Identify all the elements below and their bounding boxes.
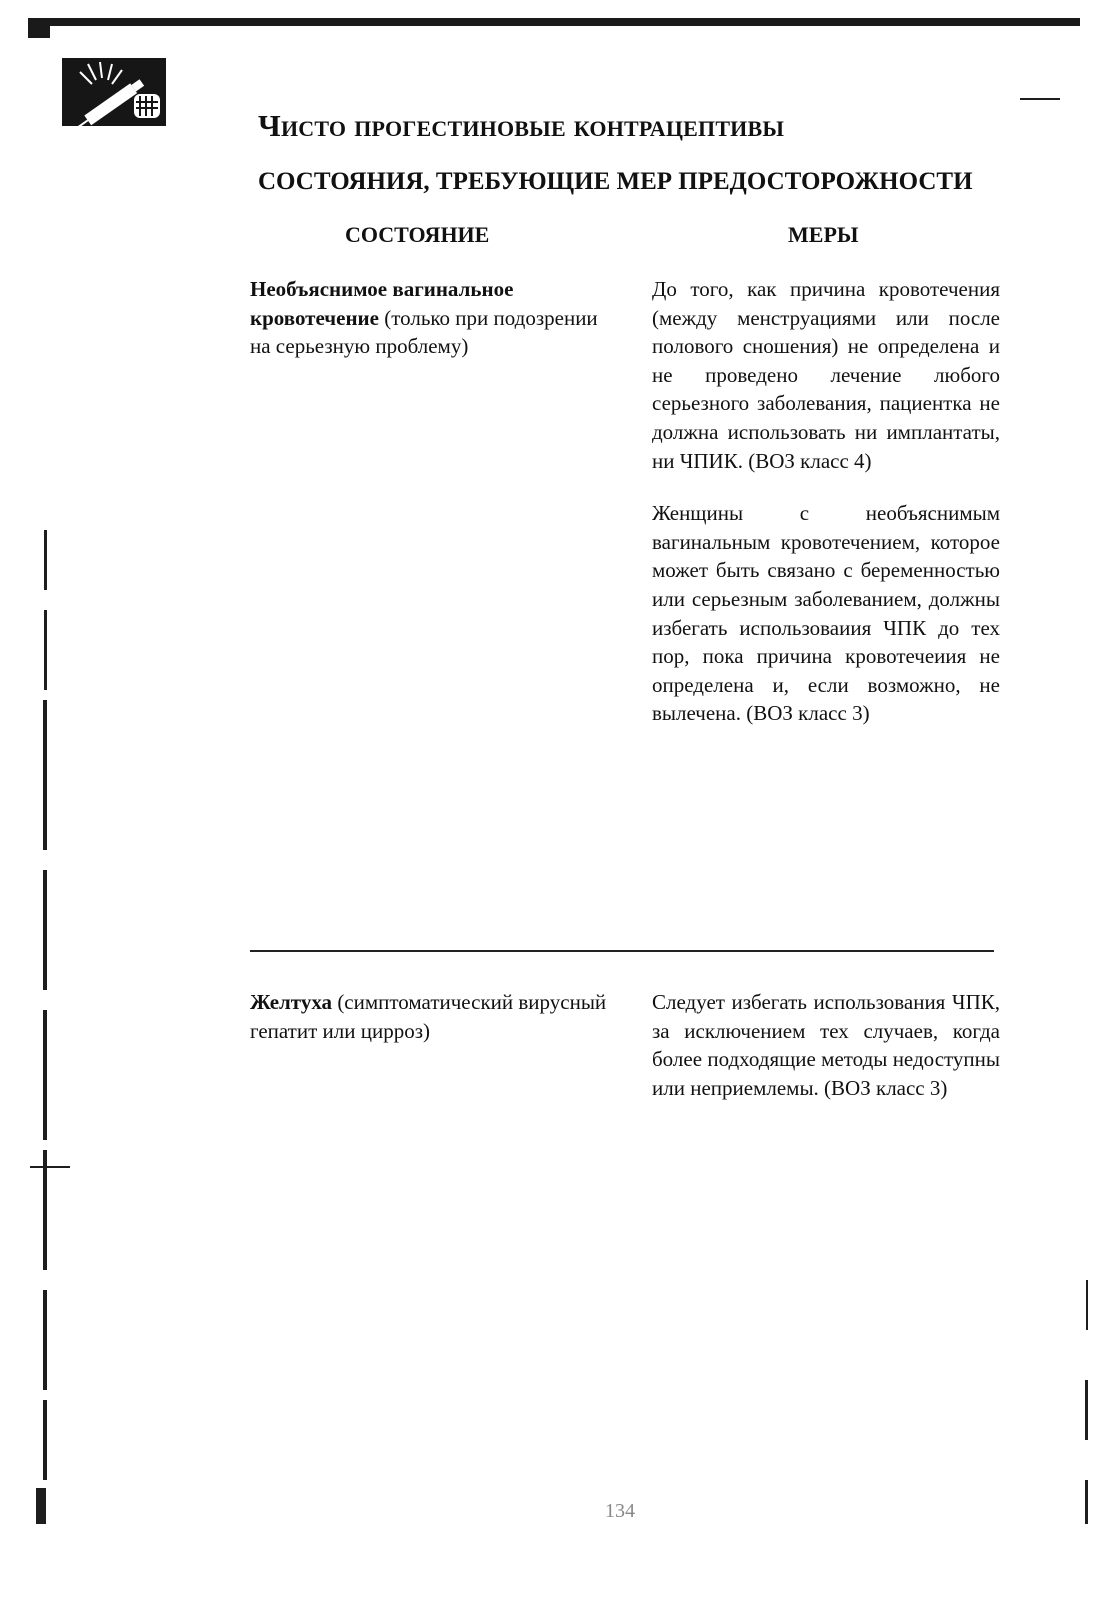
scan-margin-mark	[1020, 98, 1060, 100]
scan-margin-mark	[44, 530, 47, 590]
scan-margin-mark	[43, 1150, 47, 1270]
condition-note: (симптоматический вирусный гепатит или цирроз)	[250, 990, 607, 1043]
measure-paragraph: До того, как причина кровотечения (между менструациями или после полового сношения) не определена и не проведено лечение любого серьезного заболевания, пациентка не должна использовать ни имплантаты, ни ЧПИК. (ВОЗ класс 4)	[652, 277, 1000, 473]
measures-cell	[652, 275, 1000, 728]
condition-term: Желтуха	[250, 990, 333, 1014]
scan-margin-mark	[43, 1290, 47, 1390]
scan-margin-mark	[1086, 1280, 1088, 1330]
condition-cell	[250, 275, 610, 361]
condition-cell	[250, 988, 610, 1045]
scan-margin-mark	[43, 700, 47, 850]
condition-term: Необъяснимое вагинальное кровотечение	[250, 277, 514, 330]
scan-margin-mark	[43, 870, 47, 990]
measure-paragraph: Женщины с необъяснимым вагинальным кровотечением, которое может быть связано с беременностью или серьезным заболеванием, должны избегать использоваиия ЧПК до тех пор, пока причина кровотечеиия не определена и, если возможно, не вылечена. (ВОЗ класс 3)	[652, 501, 1000, 726]
measures-cell	[652, 988, 1000, 1102]
scan-margin-mark	[1085, 1380, 1088, 1440]
condition-note: (только при подозрении на серьезную проблему)	[250, 305, 598, 359]
page-subtitle: СОСТОЯНИЯ, ТРЕБУЮЩИЕ МЕР ПРЕДОСТОРОЖНОСТИ	[258, 168, 973, 195]
scan-margin-mark	[44, 610, 47, 690]
page-title: Чисто прогестиновые контрацептивы	[258, 108, 785, 143]
syringe-icon	[62, 58, 166, 126]
top-border-rule	[30, 18, 1080, 26]
scan-margin-mark	[43, 1010, 47, 1140]
column-header-condition: СОСТОЯНИЕ	[345, 222, 490, 247]
column-header-measures: МЕРЫ	[788, 222, 859, 247]
scan-margin-mark	[1085, 1480, 1088, 1524]
row-separator	[250, 950, 994, 952]
scan-margin-mark	[36, 1488, 46, 1524]
scan-margin-mark	[43, 1400, 47, 1480]
measure-paragraph: Следует избегать использования ЧПК, за исключением тех случаев, когда более подходящие методы недоступны или неприемлемы. (ВОЗ класс 3)	[652, 990, 1000, 1100]
scan-margin-mark	[30, 1166, 70, 1168]
page-number: 134	[605, 1500, 635, 1522]
top-border-tab	[28, 18, 50, 38]
